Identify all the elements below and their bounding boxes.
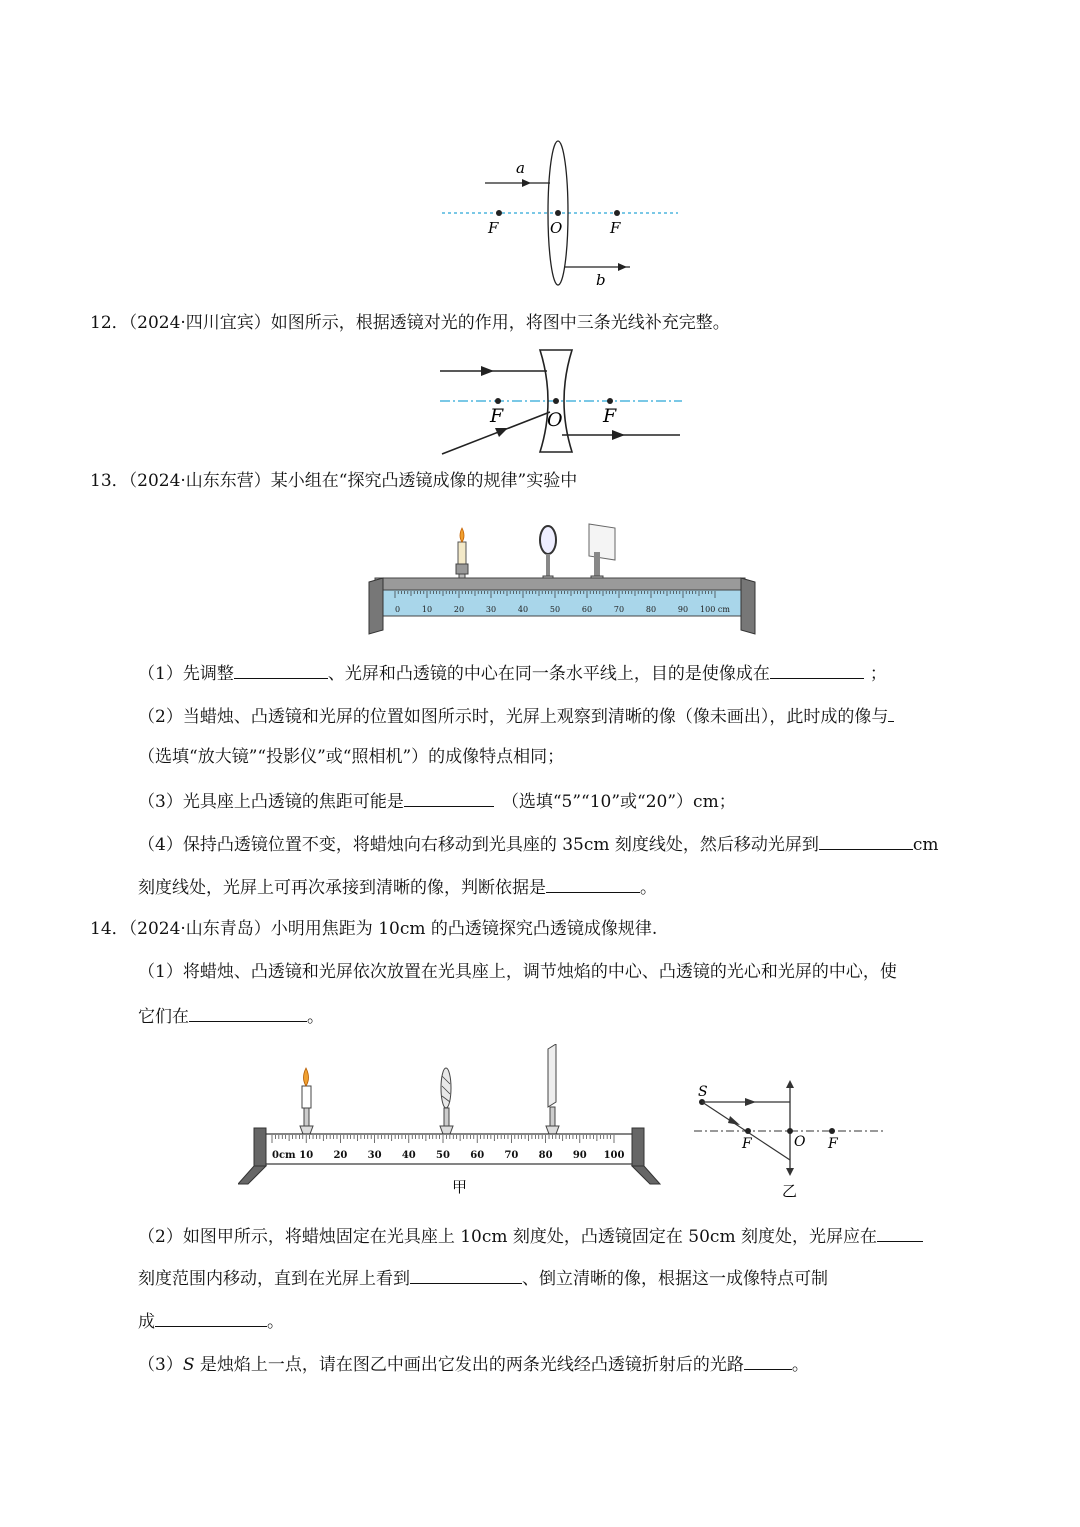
center-label: O (547, 409, 563, 431)
q13-p1-text-c: ； (869, 664, 887, 684)
focus-point-right (829, 1128, 835, 1134)
focus-left-label: F (742, 1136, 752, 1152)
focus-point-left (745, 1128, 751, 1134)
answer-blank[interactable] (410, 1265, 522, 1284)
point-s-label: S (698, 1084, 708, 1100)
answer-blank[interactable] (234, 660, 328, 679)
q14-p3-text-b: 是烛焰上一点，请在图乙中画出它发出的两条光线经凸透镜折射后的光路 (194, 1355, 744, 1375)
q13-p4-text-a: （4）保持凸透镜位置不变，将蜡烛向右移动到光具座的 35cm 刻度线处，然后移动光屏到 (138, 835, 819, 855)
focus-right-label: F (603, 405, 617, 427)
optical-center-point (553, 398, 559, 404)
question-14 (90, 917, 657, 941)
q14-p3-text-c: 。 (791, 1355, 809, 1375)
ruler-tick-label: 90 (572, 1150, 587, 1161)
answer-blank[interactable] (877, 1223, 923, 1242)
q13-p3-text-a: （3）光具座上凸透镜的焦距可能是 (138, 792, 404, 812)
answer-blank[interactable] (404, 788, 494, 807)
ruler-tick-label: 10 (299, 1150, 314, 1161)
answer-blank[interactable] (189, 1003, 307, 1022)
ruler-tick-label: 100 (603, 1150, 625, 1161)
ruler-tick-label: 50 (549, 605, 561, 614)
ruler-tick-label: 0 (395, 605, 401, 614)
optical-center-point (787, 1128, 793, 1134)
center-label: O (794, 1134, 806, 1150)
answer-blank[interactable] (888, 703, 894, 722)
answer-blank[interactable] (744, 1351, 792, 1370)
q14-p2-text-c: 、倒立清晰的像，根据这一成像特点可制 (522, 1269, 828, 1289)
ruler-tick-label: 80 (645, 605, 657, 614)
figure-q13-optical-bench (365, 522, 760, 637)
ruler-tick-label: 70 (504, 1150, 519, 1161)
q13-part-3 (138, 788, 736, 814)
question-text: （2024·山东青岛）小明用焦距为 10cm 的凸透镜探究凸透镜成像规律. (128, 919, 658, 939)
figure-yi-caption: 乙 (782, 1182, 798, 1200)
ray-a-label: a (516, 159, 525, 177)
focus-point-left (496, 210, 502, 216)
figure-q11-convex-lens (430, 135, 690, 295)
ruler-tick-label: 60 (581, 605, 593, 614)
ruler-tick-label: 80 (538, 1150, 553, 1161)
focus-right-label: F (610, 219, 621, 237)
ray-b-label: b (596, 271, 606, 289)
ruler-tick-label: 0cm (272, 1150, 296, 1161)
q14-p2-text-a: （2）如图甲所示，将蜡烛固定在光具座上 10cm 刻度处，凸透镜固定在 50cm 刻度处，光屏应在 (138, 1227, 877, 1247)
ruler-tick-label: 10 (421, 605, 433, 614)
answer-blank[interactable] (770, 660, 864, 679)
q13-p3-text-b: （选填“5”“10”或“20”）cm； (501, 792, 736, 812)
q14-part-2-cont (138, 1265, 828, 1291)
focus-right-label: F (828, 1136, 838, 1152)
focus-point-right (607, 398, 613, 404)
q13-p1-text-a: （1）先调整 (138, 664, 234, 684)
q14-part-1 (138, 960, 897, 984)
question-number: 14． (90, 919, 129, 939)
q13-part-1 (138, 660, 887, 686)
q13-part-4-cont (138, 874, 657, 900)
ruler-tick-label: 30 (367, 1150, 382, 1161)
focus-left-label: F (488, 219, 499, 237)
q14-p1-text-b: 它们在 (138, 1007, 189, 1027)
ruler-tick-label: 50 (436, 1150, 450, 1161)
q13-part-2-cont (138, 745, 564, 769)
q13-p2-text-a: （2）当蜡烛、凸透镜和光屏的位置如图所示时，光屏上观察到清晰的像（像未画出），此时成的像与 (138, 707, 889, 727)
figure-jia-caption: 甲 (452, 1178, 468, 1196)
ruler-tick-label: 100 cm (700, 605, 730, 614)
q13-part-2 (138, 703, 894, 729)
q13-p4-text-d: 。 (640, 878, 657, 898)
question-text: （2024·山东东营）某小组在“探究凸透镜成像的规律”实验中 (128, 471, 578, 491)
q13-p4-text-b: cm (912, 835, 939, 855)
question-12 (90, 311, 730, 335)
ruler-tick-label: 60 (470, 1150, 485, 1161)
ruler-tick-label: 70 (613, 605, 625, 614)
figure-yi-ray-diagram (690, 1076, 890, 1201)
optical-center-point (555, 210, 561, 216)
q14-p2-text-d: 成 (138, 1312, 155, 1332)
figure-jia-optical-bench (238, 1044, 668, 1204)
ruler-tick-label: 20 (453, 605, 465, 614)
q14-p1-text-a: （1）将蜡烛、凸透镜和光屏依次放置在光具座上，调节烛焰的中心、凸透镜的光心和光屏的中心，使 (138, 962, 897, 982)
question-13 (90, 469, 577, 493)
q14-p1-text-c: 。 (307, 1007, 324, 1027)
q14-part-3 (138, 1351, 809, 1377)
focus-left-label: F (490, 405, 504, 427)
answer-blank[interactable] (155, 1308, 267, 1327)
focus-point-left (495, 398, 501, 404)
ruler-tick-label: 40 (401, 1150, 416, 1161)
q14-part-1-cont (138, 1003, 324, 1029)
figure-q12-concave-lens (432, 342, 692, 457)
answer-blank[interactable] (546, 874, 640, 893)
q13-p4-text-c: 刻度线处，光屏上可再次承接到清晰的像，判断依据是 (138, 878, 546, 898)
center-label: O (550, 219, 563, 237)
q14-part-2-cont2 (138, 1308, 284, 1334)
q14-p2-text-e: 。 (267, 1312, 284, 1332)
q13-p2-text-b: （选填“放大镜”“投影仪”或“照相机”）的成像特点相同； (138, 747, 565, 767)
q14-part-2 (138, 1223, 923, 1249)
q13-p1-text-b: 、光屏和凸透镜的中心在同一条水平线上，目的是使像成在 (327, 664, 770, 684)
ruler-tick-label: 30 (485, 605, 497, 614)
ruler-tick-label: 20 (333, 1150, 348, 1161)
q14-p3-text-a: （3） (138, 1355, 183, 1375)
ruler-tick-label: 40 (517, 605, 529, 614)
question-number: 13． (90, 471, 129, 491)
answer-blank[interactable] (819, 831, 913, 850)
question-text: （2024·四川宜宾）如图所示，根据透镜对光的作用，将图中三条光线补充完整。 (128, 313, 730, 333)
question-number: 12． (90, 313, 129, 333)
q13-part-4 (138, 831, 939, 857)
focus-point-right (614, 210, 620, 216)
ruler-tick-label: 90 (677, 605, 689, 614)
q14-p2-text-b: 刻度范围内移动，直到在光屏上看到 (138, 1269, 410, 1289)
q14-p3-point-s: S (182, 1355, 195, 1375)
